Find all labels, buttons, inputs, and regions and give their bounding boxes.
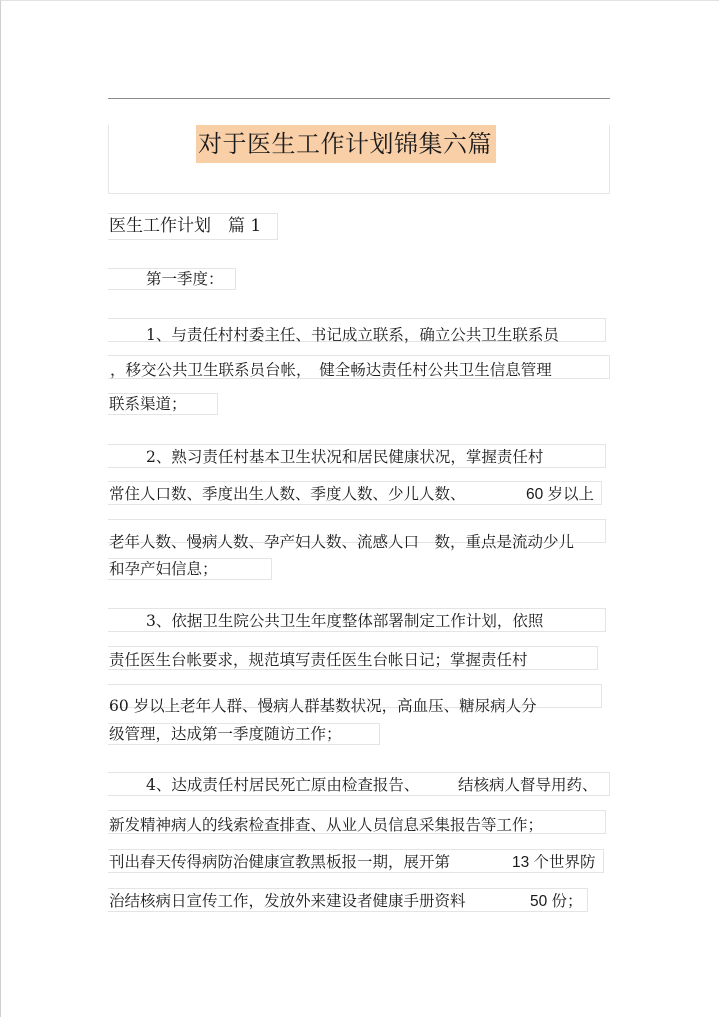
paragraph-line: 老年人数、慢病人数、孕产妇人数、流感人口 数，重点是流动少儿 (109, 533, 575, 551)
quarter-label: 第一季度： (146, 270, 224, 288)
paragraph-line: 级管理，达成第一季度随访工作； (109, 725, 342, 743)
header-rule (108, 98, 610, 99)
paragraph-line: ，移交公共卫生联系员台帐， 健全畅达责任村公共卫生信息管理 (110, 361, 552, 379)
paragraph-line: 2、熟习责任村基本卫生状况和居民健康状况，掌握责任村 (146, 448, 544, 466)
paragraph-line: 60 岁以上 (526, 486, 595, 503)
paragraph-line: 结核病人督导用药、 (458, 776, 598, 794)
paragraph-line: 50 份； (530, 893, 583, 910)
paragraph-line: 4、达成责任村居民死亡原由检查报告、 (146, 776, 420, 794)
paragraph-line: 新发精神病人的线索检查排查、从业人员信息采集报告等工作； (109, 816, 544, 834)
section-heading: 医生工作计划 篇 1 (109, 216, 262, 236)
paragraph-line: 1、与责任村村委主任、书记成立联系，确立公共卫生联系员 (146, 326, 559, 344)
paragraph-line: 常住人口数、季度出生人数、季度人数、少儿人数、 (109, 485, 466, 503)
paragraph-line: 60 岁以上老年人群、慢病人群基数状况，高血压、糖尿病人分 (109, 697, 537, 715)
document-title: 对于医生工作计划锦集六篇 (196, 125, 496, 163)
paragraph-line: 治结核病日宣传工作，发放外来建设者健康手册资料 (109, 892, 466, 910)
paragraph-line: 3、依据卫生院公共卫生年度整体部署制定工作计划，依照 (146, 612, 544, 630)
paragraph-line: 13 个世界防 (512, 854, 596, 871)
paragraph-line: 联系渠道； (109, 395, 187, 413)
paragraph-line: 责任医生台帐要求，规范填写责任医生台帐日记；掌握责任村 (109, 651, 528, 669)
paragraph-line: 刊出春天传得病防治健康宣教黑板报一期，展开第 (109, 853, 451, 871)
paragraph-line: 和孕产妇信息； (109, 560, 218, 578)
